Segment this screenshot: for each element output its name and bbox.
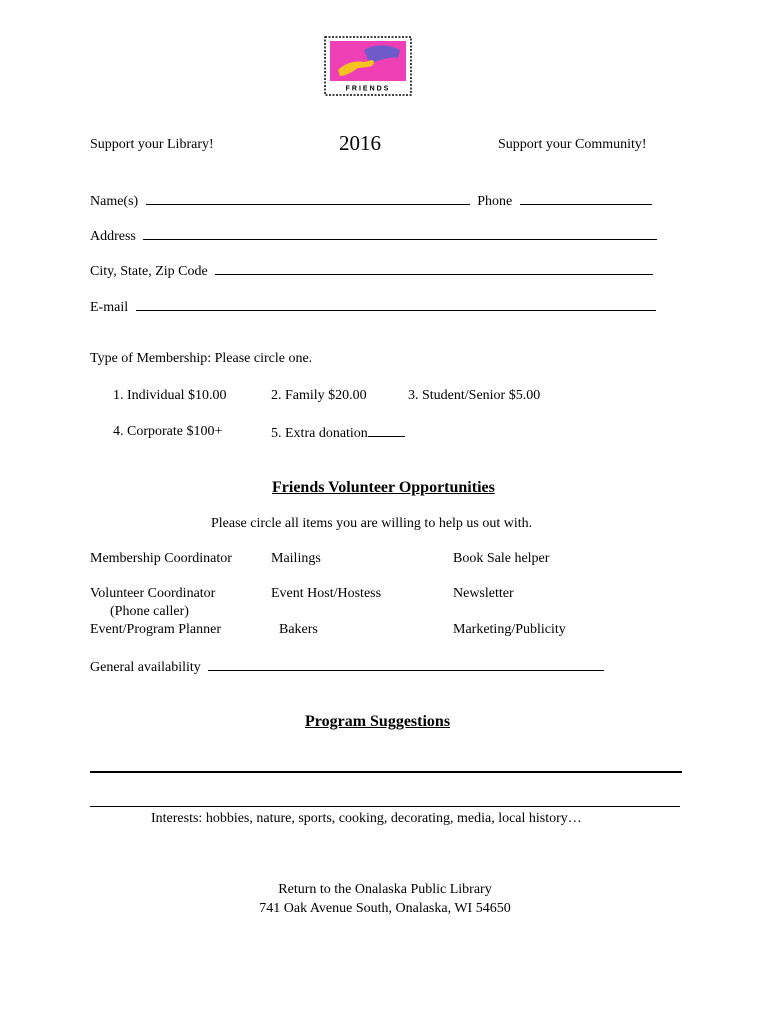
names-field-row [90, 192, 652, 210]
suggestion-line-2[interactable] [90, 806, 680, 807]
email-field-row [90, 298, 656, 316]
interests-text: Interests: hobbies, nature, sports, cooking, decorating, media, local history… [151, 811, 582, 826]
return-address-line-2: 741 Oak Avenue South, Onalaska, WI 54650 [259, 901, 511, 916]
volunteer-instruction: Please circle all items you are willing to help us out with. [211, 516, 533, 531]
membership-option-individual[interactable]: 1. Individual $10.00 [113, 388, 227, 403]
membership-option-extra-donation[interactable] [271, 424, 405, 442]
program-title: Program Suggestions [305, 713, 451, 730]
availability-label: General availability [90, 660, 201, 675]
city-field-row [90, 262, 653, 280]
return-address-line-1: Return to the Onalaska Public Library [278, 882, 492, 897]
phone-line[interactable] [520, 192, 652, 205]
volunteer-bakers[interactable]: Bakers [279, 622, 318, 637]
membership-prompt: Type of Membership: Please circle one. [90, 351, 313, 366]
address-field-row [90, 227, 657, 245]
volunteer-marketing-publicity[interactable]: Marketing/Publicity [453, 622, 566, 637]
volunteer-title: Friends Volunteer Opportunities [272, 479, 495, 496]
email-line[interactable] [136, 298, 656, 311]
city-state-zip-line[interactable] [215, 262, 653, 275]
email-label: E-mail [90, 300, 129, 315]
volunteer-newsletter[interactable]: Newsletter [453, 586, 514, 601]
extra-donation-label: 5. Extra donation [271, 426, 368, 441]
volunteer-book-sale-helper[interactable]: Book Sale helper [453, 551, 550, 566]
suggestion-line-1[interactable] [90, 771, 682, 773]
logo-text: FRIENDS [345, 85, 391, 93]
membership-option-family[interactable]: 2. Family $20.00 [271, 388, 367, 403]
year-heading: 2016 [339, 131, 381, 155]
volunteer-event-host[interactable]: Event Host/Hostess [271, 586, 382, 601]
volunteer-volunteer-coordinator[interactable]: Volunteer Coordinator [90, 586, 216, 601]
volunteer-mailings[interactable]: Mailings [271, 551, 321, 566]
city-state-zip-label: City, State, Zip Code [90, 264, 208, 279]
names-line[interactable] [146, 192, 470, 205]
header-right-text: Support your Community! [498, 137, 647, 152]
membership-option-student-senior[interactable]: 3. Student/Senior $5.00 [408, 388, 541, 403]
extra-donation-line[interactable] [368, 424, 405, 437]
membership-option-corporate[interactable]: 4. Corporate $100+ [113, 424, 223, 439]
volunteer-phone-caller-note: (Phone caller) [110, 604, 189, 619]
availability-line[interactable] [208, 658, 604, 671]
friends-logo [324, 36, 412, 96]
volunteer-event-program-planner[interactable]: Event/Program Planner [90, 622, 222, 637]
phone-label: Phone [477, 194, 513, 209]
address-label: Address [90, 229, 136, 244]
volunteer-membership-coordinator[interactable]: Membership Coordinator [90, 551, 232, 566]
address-line[interactable] [143, 227, 657, 240]
header-left-text: Support your Library! [90, 137, 214, 152]
availability-field-row [90, 658, 604, 676]
names-label: Name(s) [90, 194, 139, 209]
